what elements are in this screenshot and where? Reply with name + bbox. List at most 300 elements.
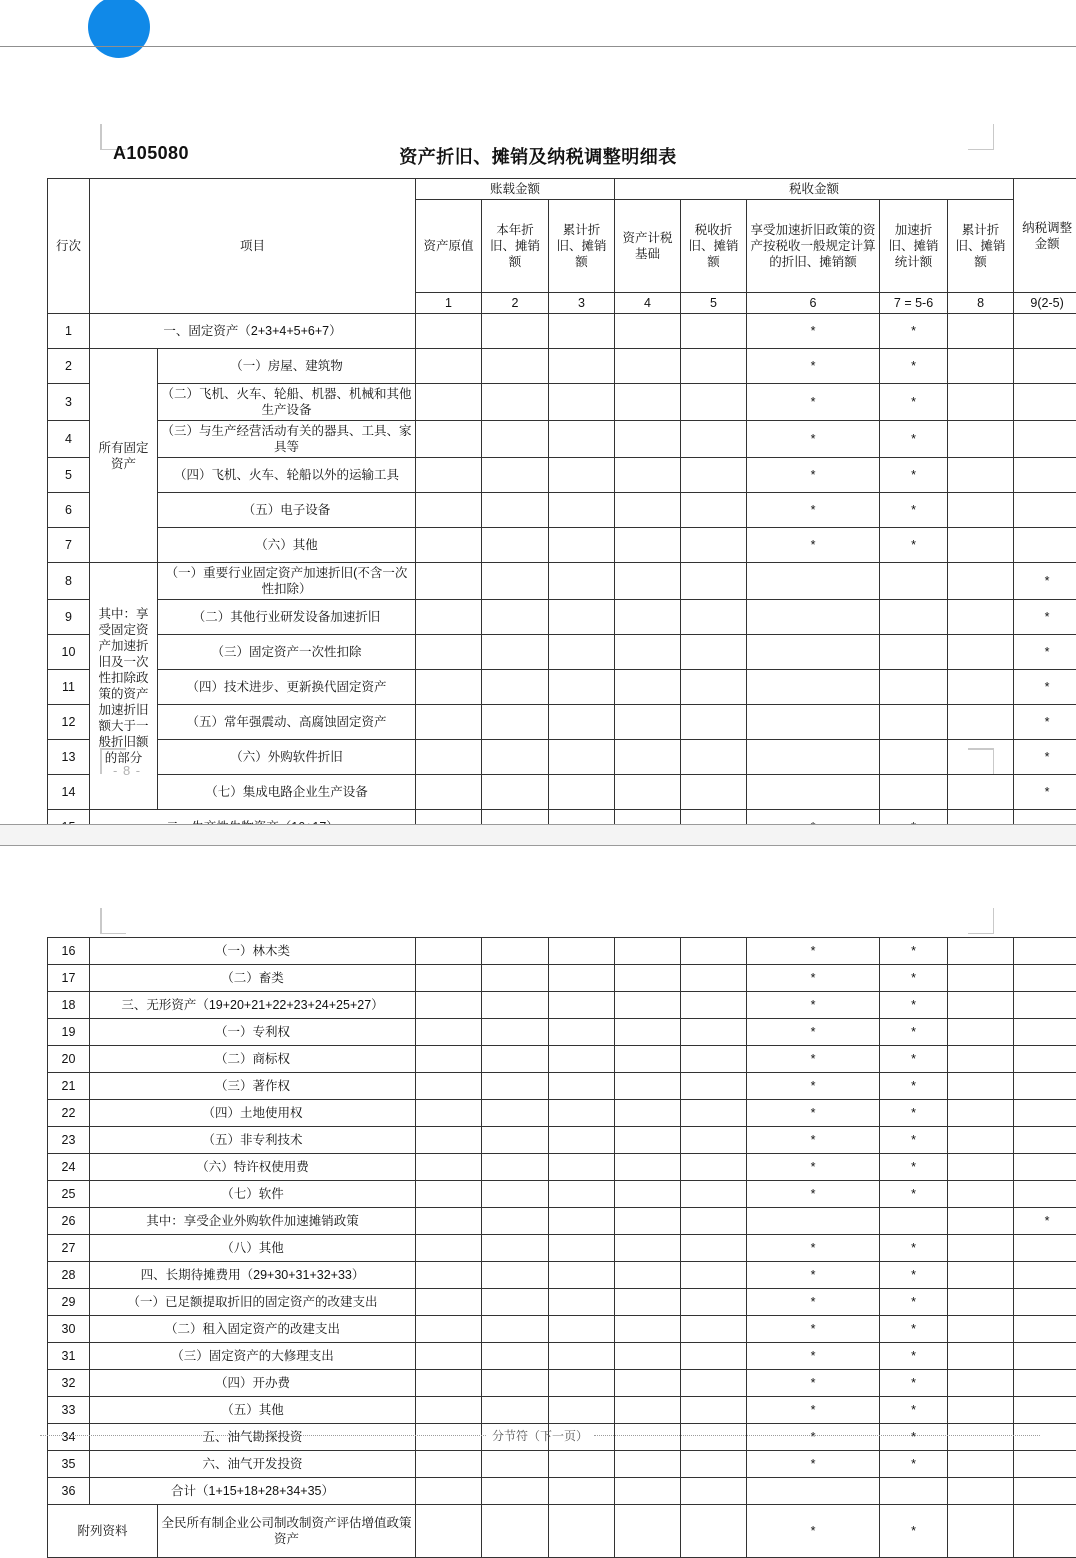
input-cell-col-4[interactable] bbox=[615, 384, 681, 421]
star-marker-col-7: * bbox=[880, 1316, 948, 1343]
input-cell-col-3[interactable] bbox=[549, 528, 615, 563]
input-cell-col-1[interactable] bbox=[416, 1100, 482, 1127]
input-cell-col-3[interactable] bbox=[549, 314, 615, 349]
input-cell-col-4[interactable] bbox=[615, 1370, 681, 1397]
input-cell-col-1[interactable] bbox=[416, 992, 482, 1019]
input-cell-col-8[interactable] bbox=[948, 563, 1014, 600]
input-cell-col-4[interactable] bbox=[615, 1073, 681, 1100]
input-cell-col-4[interactable] bbox=[615, 1019, 681, 1046]
input-cell-col-8[interactable] bbox=[948, 1235, 1014, 1262]
input-cell-col-8[interactable] bbox=[948, 1397, 1014, 1424]
input-cell-col-7[interactable] bbox=[880, 740, 948, 775]
input-cell-col-1[interactable] bbox=[416, 458, 482, 493]
input-cell-col-8[interactable] bbox=[948, 1370, 1014, 1397]
table-row bbox=[48, 635, 1076, 670]
input-cell-col-5[interactable] bbox=[681, 563, 747, 600]
input-cell-col-3[interactable] bbox=[549, 1154, 615, 1181]
input-cell-col-1[interactable] bbox=[416, 421, 482, 458]
input-cell-col-8[interactable] bbox=[948, 635, 1014, 670]
input-cell-col-4[interactable] bbox=[615, 1235, 681, 1262]
input-cell-col-5[interactable] bbox=[681, 965, 747, 992]
input-cell-col-8[interactable] bbox=[948, 1316, 1014, 1343]
input-cell-col-4[interactable] bbox=[615, 938, 681, 965]
input-cell-col-1[interactable] bbox=[416, 635, 482, 670]
input-cell-col-1[interactable] bbox=[416, 705, 482, 740]
input-cell-col-5[interactable] bbox=[681, 1208, 747, 1235]
star-marker-col-6: * bbox=[747, 1019, 880, 1046]
input-cell-col-2[interactable] bbox=[482, 1154, 549, 1181]
input-cell-col-5[interactable] bbox=[681, 1154, 747, 1181]
star-marker-col-6: * bbox=[747, 1235, 880, 1262]
input-cell-col-8[interactable] bbox=[948, 1046, 1014, 1073]
row-number: 21 bbox=[48, 1073, 90, 1100]
star-marker-col-7: * bbox=[880, 1235, 948, 1262]
input-cell-col-2[interactable] bbox=[482, 1181, 549, 1208]
row-item-label: 其中：享受企业外购软件加速摊销政策 bbox=[90, 1208, 416, 1235]
input-cell-col-1[interactable] bbox=[416, 938, 482, 965]
row-number: 8 bbox=[48, 563, 90, 600]
input-cell-col-6[interactable] bbox=[747, 1478, 880, 1505]
input-cell-col-8[interactable] bbox=[948, 1289, 1014, 1316]
input-cell-col-7[interactable] bbox=[880, 775, 948, 810]
input-cell-col-3[interactable] bbox=[549, 421, 615, 458]
input-cell-col-7[interactable] bbox=[880, 1478, 948, 1505]
input-cell-col-1[interactable] bbox=[416, 1451, 482, 1478]
input-cell-col-9[interactable] bbox=[1014, 992, 1076, 1019]
input-cell-col-5[interactable] bbox=[681, 1019, 747, 1046]
input-cell-col-9[interactable] bbox=[1014, 1505, 1076, 1558]
input-cell-col-9[interactable] bbox=[1014, 1235, 1076, 1262]
input-cell-col-7[interactable] bbox=[880, 670, 948, 705]
input-cell-col-3[interactable] bbox=[549, 1046, 615, 1073]
input-cell-col-9[interactable] bbox=[1014, 1343, 1076, 1370]
input-cell-col-4[interactable] bbox=[615, 740, 681, 775]
row-number: 17 bbox=[48, 965, 90, 992]
input-cell-col-4[interactable] bbox=[615, 314, 681, 349]
input-cell-col-5[interactable] bbox=[681, 1316, 747, 1343]
input-cell-col-5[interactable] bbox=[681, 349, 747, 384]
input-cell-col-2[interactable] bbox=[482, 992, 549, 1019]
input-cell-col-3[interactable] bbox=[549, 992, 615, 1019]
star-marker-col-7: * bbox=[880, 421, 948, 458]
asset-depreciation-table-page2 bbox=[47, 937, 1076, 1558]
input-cell-col-7[interactable] bbox=[880, 635, 948, 670]
input-cell-col-5[interactable] bbox=[681, 635, 747, 670]
input-cell-col-5[interactable] bbox=[681, 1181, 747, 1208]
input-cell-col-8[interactable] bbox=[948, 1208, 1014, 1235]
input-cell-col-9[interactable] bbox=[1014, 384, 1076, 421]
row-item-label: 三、无形资产（19+20+21+22+23+24+25+27） bbox=[90, 992, 416, 1019]
input-cell-col-3[interactable] bbox=[549, 670, 615, 705]
crop-mark-page2-top-right bbox=[968, 908, 994, 934]
input-cell-col-1[interactable] bbox=[416, 1289, 482, 1316]
input-cell-col-8[interactable] bbox=[948, 1154, 1014, 1181]
input-cell-col-8[interactable] bbox=[948, 1019, 1014, 1046]
input-cell-col-4[interactable] bbox=[615, 1289, 681, 1316]
input-cell-col-5[interactable] bbox=[681, 1343, 747, 1370]
input-cell-col-8[interactable] bbox=[948, 1451, 1014, 1478]
input-cell-col-3[interactable] bbox=[549, 1100, 615, 1127]
input-cell-col-3[interactable] bbox=[549, 705, 615, 740]
input-cell-col-6[interactable] bbox=[747, 563, 880, 600]
input-cell-col-2[interactable] bbox=[482, 1046, 549, 1073]
table-row bbox=[48, 938, 1076, 965]
input-cell-col-8[interactable] bbox=[948, 992, 1014, 1019]
input-cell-col-7[interactable] bbox=[880, 563, 948, 600]
input-cell-col-2[interactable] bbox=[482, 1127, 549, 1154]
star-marker-col-6: * bbox=[747, 421, 880, 458]
row-number: 1 bbox=[48, 314, 90, 349]
input-cell-col-9[interactable] bbox=[1014, 965, 1076, 992]
input-cell-col-1[interactable] bbox=[416, 1343, 482, 1370]
input-cell-col-8[interactable] bbox=[948, 965, 1014, 992]
input-cell-col-4[interactable] bbox=[615, 563, 681, 600]
star-marker-col-9: * bbox=[1014, 775, 1076, 810]
input-cell-col-9[interactable] bbox=[1014, 1046, 1076, 1073]
input-cell-col-5[interactable] bbox=[681, 775, 747, 810]
star-marker-col-6: * bbox=[747, 1262, 880, 1289]
input-cell-col-4[interactable] bbox=[615, 775, 681, 810]
input-cell-col-2[interactable] bbox=[482, 349, 549, 384]
input-cell-col-9[interactable] bbox=[1014, 421, 1076, 458]
input-cell-col-9[interactable] bbox=[1014, 1181, 1076, 1208]
input-cell-col-1[interactable] bbox=[416, 1208, 482, 1235]
input-cell-col-7[interactable] bbox=[880, 1208, 948, 1235]
input-cell-col-9[interactable] bbox=[1014, 1397, 1076, 1424]
input-cell-col-4[interactable] bbox=[615, 1154, 681, 1181]
input-cell-col-8[interactable] bbox=[948, 1181, 1014, 1208]
input-cell-col-4[interactable] bbox=[615, 349, 681, 384]
input-cell-col-5[interactable] bbox=[681, 740, 747, 775]
input-cell-col-5[interactable] bbox=[681, 1289, 747, 1316]
input-cell-col-3[interactable] bbox=[549, 775, 615, 810]
input-cell-col-8[interactable] bbox=[948, 938, 1014, 965]
input-cell-col-2[interactable] bbox=[482, 1208, 549, 1235]
input-cell-col-4[interactable] bbox=[615, 1505, 681, 1558]
input-cell-col-8[interactable] bbox=[948, 421, 1014, 458]
input-cell-col-8[interactable] bbox=[948, 775, 1014, 810]
row-number: 26 bbox=[48, 1208, 90, 1235]
input-cell-col-1[interactable] bbox=[416, 493, 482, 528]
input-cell-col-1[interactable] bbox=[416, 1478, 482, 1505]
input-cell-col-3[interactable] bbox=[549, 1370, 615, 1397]
input-cell-col-1[interactable] bbox=[416, 1073, 482, 1100]
row-number: 6 bbox=[48, 493, 90, 528]
input-cell-col-3[interactable] bbox=[549, 635, 615, 670]
input-cell-col-4[interactable] bbox=[615, 1127, 681, 1154]
vertical-label-accelerated-depreciation: 其中：享受固定资产加速折旧及一次性扣除政策的资产加速折旧额大于一般折旧额的部分 bbox=[90, 563, 158, 810]
input-cell-col-5[interactable] bbox=[681, 528, 747, 563]
row-number: 23 bbox=[48, 1127, 90, 1154]
input-cell-col-8[interactable] bbox=[948, 1343, 1014, 1370]
input-cell-col-1[interactable] bbox=[416, 965, 482, 992]
input-cell-col-9[interactable] bbox=[1014, 493, 1076, 528]
input-cell-col-1[interactable] bbox=[416, 1046, 482, 1073]
input-cell-col-2[interactable] bbox=[482, 1073, 549, 1100]
input-cell-col-6[interactable] bbox=[747, 740, 880, 775]
input-cell-col-8[interactable] bbox=[948, 600, 1014, 635]
input-cell-col-9[interactable] bbox=[1014, 1019, 1076, 1046]
input-cell-col-9[interactable] bbox=[1014, 528, 1076, 563]
row-item-label: （三）固定资产一次性扣除 bbox=[158, 635, 416, 670]
input-cell-col-9[interactable] bbox=[1014, 1073, 1076, 1100]
input-cell-col-9[interactable] bbox=[1014, 1127, 1076, 1154]
input-cell-col-2[interactable] bbox=[482, 670, 549, 705]
input-cell-col-9[interactable] bbox=[1014, 1289, 1076, 1316]
table-row bbox=[48, 1100, 1076, 1127]
input-cell-col-2[interactable] bbox=[482, 775, 549, 810]
input-cell-col-4[interactable] bbox=[615, 493, 681, 528]
input-cell-col-4[interactable] bbox=[615, 1262, 681, 1289]
input-cell-col-5[interactable] bbox=[681, 421, 747, 458]
input-cell-col-3[interactable] bbox=[549, 1478, 615, 1505]
crop-mark-page2-top-left bbox=[100, 908, 126, 934]
input-cell-col-5[interactable] bbox=[681, 1073, 747, 1100]
input-cell-col-6[interactable] bbox=[747, 705, 880, 740]
input-cell-col-1[interactable] bbox=[416, 1019, 482, 1046]
input-cell-col-2[interactable] bbox=[482, 1343, 549, 1370]
input-cell-col-5[interactable] bbox=[681, 600, 747, 635]
input-cell-col-3[interactable] bbox=[549, 493, 615, 528]
input-cell-col-3[interactable] bbox=[549, 1019, 615, 1046]
input-cell-col-1[interactable] bbox=[416, 775, 482, 810]
input-cell-col-2[interactable] bbox=[482, 458, 549, 493]
input-cell-col-5[interactable] bbox=[681, 1235, 747, 1262]
input-cell-col-1[interactable] bbox=[416, 600, 482, 635]
input-cell-col-1[interactable] bbox=[416, 349, 482, 384]
input-cell-col-2[interactable] bbox=[482, 1100, 549, 1127]
input-cell-col-3[interactable] bbox=[549, 1073, 615, 1100]
input-cell-col-5[interactable] bbox=[681, 1127, 747, 1154]
input-cell-col-1[interactable] bbox=[416, 670, 482, 705]
row-item-label: （六）其他 bbox=[158, 528, 416, 563]
input-cell-col-5[interactable] bbox=[681, 1370, 747, 1397]
input-cell-col-2[interactable] bbox=[482, 1370, 549, 1397]
input-cell-col-5[interactable] bbox=[681, 1100, 747, 1127]
input-cell-col-5[interactable] bbox=[681, 314, 747, 349]
input-cell-col-3[interactable] bbox=[549, 384, 615, 421]
input-cell-col-6[interactable] bbox=[747, 775, 880, 810]
header-group-tax-amount: 税收金额 bbox=[615, 179, 1014, 200]
input-cell-col-5[interactable] bbox=[681, 705, 747, 740]
input-cell-col-1[interactable] bbox=[416, 1262, 482, 1289]
star-marker-col-6: * bbox=[747, 1154, 880, 1181]
input-cell-col-4[interactable] bbox=[615, 705, 681, 740]
section-break-dash-left bbox=[40, 1435, 486, 1436]
input-cell-col-9[interactable] bbox=[1014, 1370, 1076, 1397]
input-cell-col-3[interactable] bbox=[549, 965, 615, 992]
input-cell-col-8[interactable] bbox=[948, 740, 1014, 775]
star-marker-col-7: * bbox=[880, 1073, 948, 1100]
input-cell-col-6[interactable] bbox=[747, 1208, 880, 1235]
input-cell-col-3[interactable] bbox=[549, 1208, 615, 1235]
input-cell-col-4[interactable] bbox=[615, 1181, 681, 1208]
input-cell-col-4[interactable] bbox=[615, 1478, 681, 1505]
input-cell-col-9[interactable] bbox=[1014, 1100, 1076, 1127]
input-cell-col-4[interactable] bbox=[615, 1100, 681, 1127]
input-cell-col-2[interactable] bbox=[482, 563, 549, 600]
input-cell-col-8[interactable] bbox=[948, 705, 1014, 740]
table-row bbox=[48, 421, 1076, 458]
input-cell-col-9[interactable] bbox=[1014, 1262, 1076, 1289]
input-cell-col-2[interactable] bbox=[482, 1235, 549, 1262]
input-cell-col-3[interactable] bbox=[549, 1235, 615, 1262]
input-cell-col-8[interactable] bbox=[948, 493, 1014, 528]
input-cell-col-3[interactable] bbox=[549, 938, 615, 965]
input-cell-col-2[interactable] bbox=[482, 965, 549, 992]
input-cell-col-1[interactable] bbox=[416, 1154, 482, 1181]
input-cell-col-1[interactable] bbox=[416, 1181, 482, 1208]
input-cell-col-5[interactable] bbox=[681, 1046, 747, 1073]
input-cell-col-8[interactable] bbox=[948, 1478, 1014, 1505]
input-cell-col-1[interactable] bbox=[416, 528, 482, 563]
input-cell-col-3[interactable] bbox=[549, 1262, 615, 1289]
input-cell-col-1[interactable] bbox=[416, 1316, 482, 1343]
input-cell-col-3[interactable] bbox=[549, 1343, 615, 1370]
input-cell-col-1[interactable] bbox=[416, 314, 482, 349]
input-cell-col-8[interactable] bbox=[948, 1073, 1014, 1100]
input-cell-col-4[interactable] bbox=[615, 1451, 681, 1478]
star-marker-col-6: * bbox=[747, 1181, 880, 1208]
input-cell-col-9[interactable] bbox=[1014, 458, 1076, 493]
input-cell-col-8[interactable] bbox=[948, 1100, 1014, 1127]
input-cell-col-5[interactable] bbox=[681, 1451, 747, 1478]
input-cell-col-6[interactable] bbox=[747, 670, 880, 705]
input-cell-col-7[interactable] bbox=[880, 600, 948, 635]
input-cell-col-4[interactable] bbox=[615, 965, 681, 992]
input-cell-col-2[interactable] bbox=[482, 740, 549, 775]
input-cell-col-1[interactable] bbox=[416, 1127, 482, 1154]
input-cell-col-2[interactable] bbox=[482, 705, 549, 740]
input-cell-col-3[interactable] bbox=[549, 1289, 615, 1316]
input-cell-col-3[interactable] bbox=[549, 740, 615, 775]
input-cell-col-3[interactable] bbox=[549, 600, 615, 635]
input-cell-col-4[interactable] bbox=[615, 1343, 681, 1370]
input-cell-col-8[interactable] bbox=[948, 384, 1014, 421]
input-cell-col-3[interactable] bbox=[549, 1397, 615, 1424]
input-cell-col-3[interactable] bbox=[549, 1451, 615, 1478]
input-cell-col-4[interactable] bbox=[615, 528, 681, 563]
input-cell-col-2[interactable] bbox=[482, 493, 549, 528]
input-cell-col-9[interactable] bbox=[1014, 314, 1076, 349]
input-cell-col-1[interactable] bbox=[416, 563, 482, 600]
input-cell-col-4[interactable] bbox=[615, 1208, 681, 1235]
input-cell-col-8[interactable] bbox=[948, 1505, 1014, 1558]
input-cell-col-9[interactable] bbox=[1014, 349, 1076, 384]
star-marker-col-7: * bbox=[880, 1019, 948, 1046]
input-cell-col-8[interactable] bbox=[948, 349, 1014, 384]
input-cell-col-4[interactable] bbox=[615, 635, 681, 670]
row-item-label: （七）集成电路企业生产设备 bbox=[158, 775, 416, 810]
input-cell-col-9[interactable] bbox=[1014, 1316, 1076, 1343]
input-cell-col-5[interactable] bbox=[681, 493, 747, 528]
input-cell-col-6[interactable] bbox=[747, 600, 880, 635]
input-cell-col-1[interactable] bbox=[416, 1235, 482, 1262]
input-cell-col-2[interactable] bbox=[482, 1289, 549, 1316]
input-cell-col-5[interactable] bbox=[681, 992, 747, 1019]
input-cell-col-9[interactable] bbox=[1014, 1451, 1076, 1478]
input-cell-col-8[interactable] bbox=[948, 1262, 1014, 1289]
star-marker-col-7: * bbox=[880, 1451, 948, 1478]
input-cell-col-4[interactable] bbox=[615, 421, 681, 458]
input-cell-col-2[interactable] bbox=[482, 314, 549, 349]
input-cell-col-1[interactable] bbox=[416, 1370, 482, 1397]
header-col-7: 加速折旧、摊销统计额 bbox=[880, 200, 948, 293]
row-item-label: （三）与生产经营活动有关的器具、工具、家具等 bbox=[158, 421, 416, 458]
input-cell-col-2[interactable] bbox=[482, 421, 549, 458]
input-cell-col-4[interactable] bbox=[615, 670, 681, 705]
input-cell-col-4[interactable] bbox=[615, 458, 681, 493]
input-cell-col-2[interactable] bbox=[482, 1019, 549, 1046]
input-cell-col-5[interactable] bbox=[681, 384, 747, 421]
input-cell-col-3[interactable] bbox=[549, 1181, 615, 1208]
input-cell-col-2[interactable] bbox=[482, 1505, 549, 1558]
input-cell-col-5[interactable] bbox=[681, 938, 747, 965]
input-cell-col-4[interactable] bbox=[615, 992, 681, 1019]
input-cell-col-2[interactable] bbox=[482, 1316, 549, 1343]
input-cell-col-9[interactable] bbox=[1014, 1478, 1076, 1505]
input-cell-col-3[interactable] bbox=[549, 1127, 615, 1154]
input-cell-col-9[interactable] bbox=[1014, 938, 1076, 965]
top-horizontal-rule bbox=[0, 46, 1076, 47]
input-cell-col-2[interactable] bbox=[482, 528, 549, 563]
input-cell-col-1[interactable] bbox=[416, 1397, 482, 1424]
input-cell-col-1[interactable] bbox=[416, 740, 482, 775]
input-cell-col-1[interactable] bbox=[416, 1505, 482, 1558]
input-cell-col-3[interactable] bbox=[549, 1316, 615, 1343]
input-cell-col-3[interactable] bbox=[549, 349, 615, 384]
input-cell-col-3[interactable] bbox=[549, 563, 615, 600]
input-cell-col-5[interactable] bbox=[681, 1478, 747, 1505]
input-cell-col-4[interactable] bbox=[615, 600, 681, 635]
input-cell-col-5[interactable] bbox=[681, 1262, 747, 1289]
input-cell-col-5[interactable] bbox=[681, 670, 747, 705]
row-item-label: （四）土地使用权 bbox=[90, 1100, 416, 1127]
input-cell-col-2[interactable] bbox=[482, 600, 549, 635]
input-cell-col-4[interactable] bbox=[615, 1316, 681, 1343]
input-cell-col-3[interactable] bbox=[549, 1505, 615, 1558]
input-cell-col-2[interactable] bbox=[482, 1451, 549, 1478]
input-cell-col-8[interactable] bbox=[948, 670, 1014, 705]
input-cell-col-2[interactable] bbox=[482, 938, 549, 965]
input-cell-col-4[interactable] bbox=[615, 1397, 681, 1424]
row-item-label: 四、长期待摊费用（29+30+31+32+33） bbox=[90, 1262, 416, 1289]
row-item-label: （二）租入固定资产的改建支出 bbox=[90, 1316, 416, 1343]
table-row bbox=[48, 1289, 1076, 1316]
input-cell-col-5[interactable] bbox=[681, 1397, 747, 1424]
input-cell-col-4[interactable] bbox=[615, 1046, 681, 1073]
input-cell-col-2[interactable] bbox=[482, 1397, 549, 1424]
input-cell-col-2[interactable] bbox=[482, 1478, 549, 1505]
input-cell-col-7[interactable] bbox=[880, 705, 948, 740]
input-cell-col-3[interactable] bbox=[549, 458, 615, 493]
table-row bbox=[48, 775, 1076, 810]
input-cell-col-9[interactable] bbox=[1014, 1154, 1076, 1181]
input-cell-col-2[interactable] bbox=[482, 635, 549, 670]
input-cell-col-1[interactable] bbox=[416, 384, 482, 421]
input-cell-col-8[interactable] bbox=[948, 1127, 1014, 1154]
input-cell-col-2[interactable] bbox=[482, 384, 549, 421]
input-cell-col-8[interactable] bbox=[948, 458, 1014, 493]
input-cell-col-5[interactable] bbox=[681, 1505, 747, 1558]
input-cell-col-6[interactable] bbox=[747, 635, 880, 670]
input-cell-col-2[interactable] bbox=[482, 1262, 549, 1289]
input-cell-col-8[interactable] bbox=[948, 314, 1014, 349]
table-row bbox=[48, 1478, 1076, 1505]
input-cell-col-5[interactable] bbox=[681, 458, 747, 493]
input-cell-col-8[interactable] bbox=[948, 528, 1014, 563]
row-number: 33 bbox=[48, 1397, 90, 1424]
